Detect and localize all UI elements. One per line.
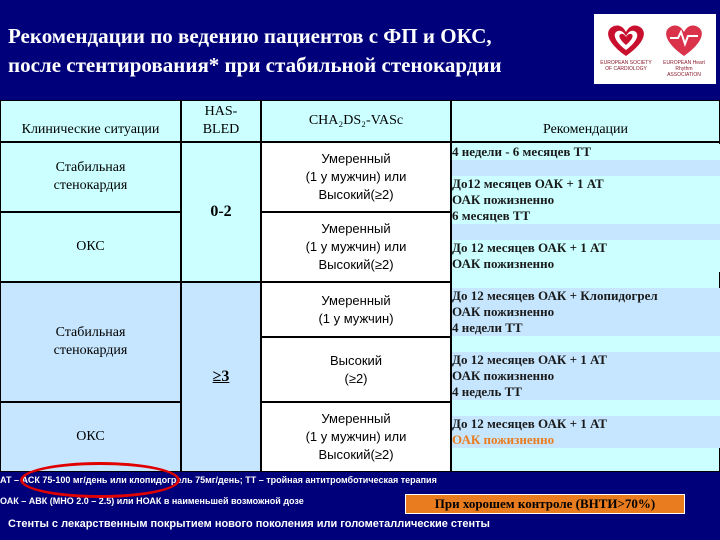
situation-acs-1: ОКС (0, 212, 181, 282)
header-situation: Клинические ситуации (0, 100, 181, 142)
rec-line: 6 месяцев ТТ (452, 208, 720, 224)
ehra-heart-icon (658, 20, 710, 60)
esc-logo (600, 20, 652, 78)
recommendations-list (452, 144, 720, 448)
situation-stable-angina-2: Стабильная стенокардия (0, 282, 181, 402)
rec-line (452, 400, 720, 416)
footer-legend-at-tt: АТ – АСК 75-100 мг/день или клопидогрель 75мг/день; ТТ – тройная антитромботическая терапия (0, 475, 437, 485)
situation-stable-angina-1: Стабильная стенокардия (0, 142, 181, 212)
rec-line: До 12 месяцев ОАК + 1 АТ (452, 416, 720, 432)
esc-heart-icon (600, 20, 652, 60)
rec-line: До 12 месяцев ОАК + Клопидогрел (452, 288, 720, 304)
esc-logo-text: EUROPEAN SOCIETY OF CARDIOLOGY (600, 60, 652, 72)
rec-line (452, 336, 720, 352)
rec-line: 4 недели - 6 месяцев ТТ (452, 144, 720, 160)
title-line-2: после стентирования* при стабильной стенокардии (8, 53, 502, 77)
footer-stents-note: Стенты с лекарственным покрытием нового поколения или голометаллические стенты (8, 518, 490, 530)
rec-line: 4 недели ТТ (452, 320, 720, 336)
rec-line (452, 224, 720, 240)
rec-line: ОАК пожизненно (452, 256, 720, 272)
rec-line: ОАК пожизненно (452, 368, 720, 384)
rec-line: ОАК пожизненно (452, 192, 720, 208)
ehra-logo-text: EUROPEAN Heart Rhythm ASSOCIATION (663, 60, 705, 78)
title-line-1: Рекомендации по ведению пациентов с ФП и ОКС, (8, 24, 492, 48)
hasbled-low: 0-2 (181, 142, 261, 282)
cha-row-2: Умеренный (1 у мужчин) или Высокий(≥2) (261, 212, 451, 282)
rec-line: 4 недель ТТ (452, 384, 720, 400)
ehra-logo (658, 20, 710, 78)
header-cha2ds2-vasc: CHA₂DS₂-VASc (261, 100, 451, 142)
situation-acs-2: ОКС (0, 402, 181, 472)
rec-line (452, 160, 720, 176)
rec-line: ОАК пожизненно (452, 432, 720, 448)
cha-row-5: Умеренный (1 у мужчин) или Высокий(≥2) (261, 402, 451, 472)
header-hasbled: HAS-BLED (181, 100, 261, 142)
logo-panel (594, 14, 716, 84)
footer-legend-oac: ОАК – АВК (МНО 2.0 – 2.5) или НОАК в наименьшей возможной дозе (0, 496, 304, 506)
rec-line: До 12 месяцев ОАК + 1 АТ (452, 352, 720, 368)
rec-line: ОАК пожизненно (452, 304, 720, 320)
header-recommendations: Рекомендации (451, 100, 720, 142)
cha-row-3: Умеренный (1 у мужчин) (261, 282, 451, 337)
rec-line: До 12 месяцев ОАК + 1 АТ (452, 240, 720, 256)
cha-row-1: Умеренный (1 у мужчин) или Высокий(≥2) (261, 142, 451, 212)
slide-title (8, 22, 568, 80)
cha-row-4: Высокий (≥2) (261, 337, 451, 402)
good-control-ribbon: При хорошем контроле (ВНТИ>70%) (405, 494, 685, 514)
rec-line: До12 месяцев ОАК + 1 АТ (452, 176, 720, 192)
hasbled-high: ≥3 (181, 282, 261, 472)
highlight-ellipse (20, 462, 180, 498)
